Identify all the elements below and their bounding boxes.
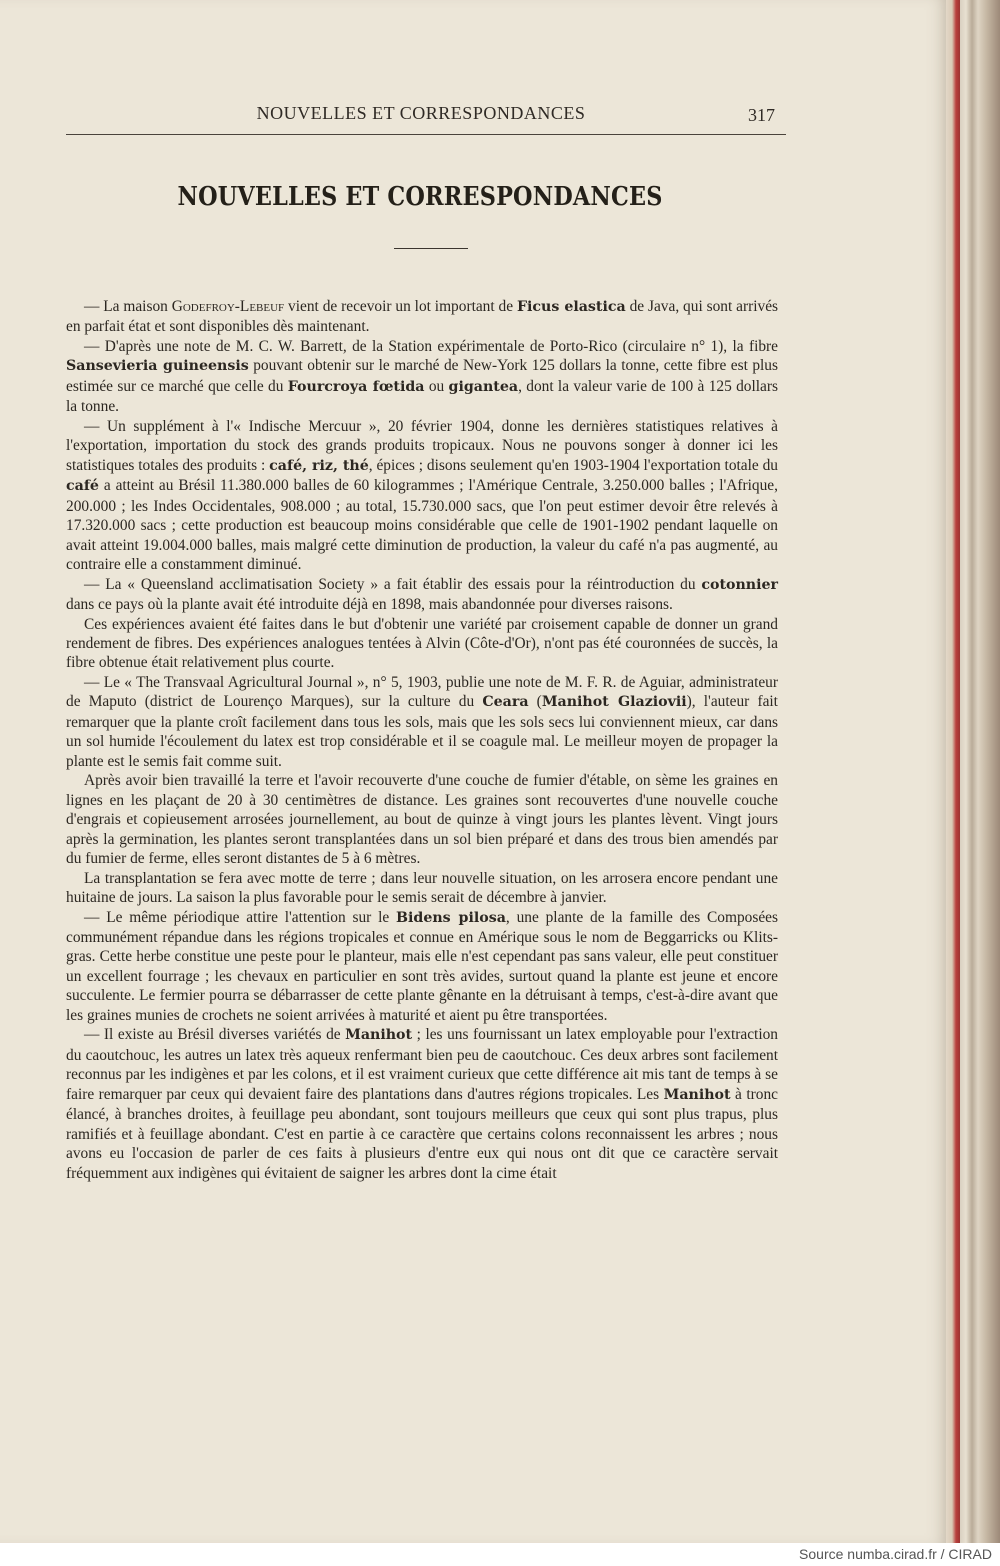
- article-title: NOUVELLES ET CORRESPONDANCES: [177, 182, 663, 212]
- title-rule: [394, 248, 468, 249]
- bold-term: Manihot: [663, 1086, 731, 1103]
- text-run: pouvant obtenir sur le marché de New-York 125 dollars la tonne, cette fibre est plus estimée sur ce marché que celle du: [66, 357, 778, 395]
- small-caps-name: Godefroy-Lebeuf: [171, 298, 285, 315]
- bold-term: Bidens pilosa: [396, 909, 506, 926]
- running-head: NOUVELLES ET CORRESPONDANCES: [256, 103, 586, 123]
- article-paragraph: [66, 1025, 778, 1183]
- article-paragraph: [66, 771, 778, 868]
- text-run: La transplantation se fera avec motte de terre ; dans leur nouvelle situation, on les arrosera encore pendant une huitaine de jours. La saison la plus favorable pour le semis serait de décembre à janvier.: [66, 869, 778, 907]
- bold-term: gigantea: [448, 378, 519, 395]
- header-rule: [66, 134, 786, 135]
- text-run: , une plante de la famille des Composées communément répandue dans les régions tropicales et connue en Amérique sous le nom de Beggarricks ou Klits-gras. Cette herbe constitue une peste pour le planteur, mais elle n'est cependant pas sans valeur, elle peut constituer un excellent fourrage ; les chevaux en particulier en sont très avides, surtout quand la plante est jeune et encore succulente. Le fermier pourra se débarrasser de cette plante gênante en la détruisant à temps, c'est-à-dire avant que les graines munies de crochets ne soient arrivées à maturité et aient pu être transportées.: [66, 908, 778, 1024]
- bold-term: Manihot Glaziovii: [541, 694, 687, 711]
- article-paragraph: [66, 908, 778, 1026]
- text-run: vient de recevoir un lot important de: [284, 298, 517, 315]
- article-paragraph: [66, 615, 778, 673]
- page-number: 317: [748, 105, 775, 125]
- article-paragraph: [66, 297, 778, 337]
- text-run: ; les uns fournissant un latex employable pour l'extraction du caoutchouc, les autres un latex très aqueux renfermant bien peu de caoutchouc. Ces deux arbres sont facilement reconnus par les indigènes et par les colons, et il est vraiment curieux que cette différence ait mis tant de temps à se faire remarquer par ceux qui devaient faire des plantations dans d'autres régions tropicales. Les: [66, 1026, 778, 1103]
- text-run: , dont la valeur varie de 100 à 125 dollars la tonne.: [66, 377, 778, 416]
- text-run: — Un supplément à l'« Indische Mercuur », 20 février 1904, donne les dernières statistiques relatives à l'exportation, importation du stock des grands produits tropicaux. Nous ne pouvons songer à donner ici les statistiques totales des produits :: [66, 417, 778, 474]
- text-run: de Java, qui sont arrivés en parfait état et sont disponibles dès maintenant.: [66, 298, 779, 336]
- source-caption: Source numba.cirad.fr / CIRAD: [799, 1546, 992, 1562]
- text-run: , épices ; disons seulement qu'en 1903-1904 l'exportation totale du: [368, 456, 778, 474]
- bold-term: cotonnier: [701, 576, 778, 593]
- article-paragraph: [66, 869, 778, 908]
- article-body: [66, 297, 778, 1183]
- bold-term: café: [66, 478, 99, 495]
- page-stack-edge: [960, 0, 1000, 1543]
- article-paragraph: [66, 673, 778, 771]
- bold-term: Ficus elastica: [516, 299, 626, 315]
- bold-term: café, riz, thé: [269, 457, 369, 474]
- text-run: — Le même périodique attire l'attention sur le: [84, 908, 397, 926]
- text-run: dans ce pays où la plante avait été introduite déjà en 1898, mais abandonnée pour diverses raisons.: [66, 596, 673, 614]
- text-run: Après avoir bien travaillé la terre et l'avoir recouverte d'une couche de fumier d'étable, on sème les graines en lignes en les plaçant de 20 à 30 centimètres de distance. Les graines sont recouvertes d'une nouvelle couche d'engrais et copieusement arrosées journellement, au bout de quinze à vingt jours les plantes lèvent. Vingt jours après la germination, les plantes seront transplantées dans un sol bien préparé et dans des trous bien amendés par du fumier de ferme, elles seront distantes de 5 à 6 mètres.: [66, 772, 778, 868]
- article-paragraph: [66, 575, 778, 615]
- article-paragraph: [66, 417, 778, 575]
- text-run: Ces expériences avaient été faites dans le but d'obtenir une variété par croisement capable de donner un grand rendement de fibres. Des expériences analogues tentées à Alvin (Côte-d'Or), n'ont pas été couronnées de succès, la fibre obtenue était relativement plus courte.: [66, 615, 778, 672]
- bold-term: Ceara: [482, 694, 529, 711]
- text-run: a atteint au Brésil 11.380.000 balles de 60 kilogrammes ; l'Amérique Centrale, 3.250.000 balles ; l'Afrique, 200.000 ; les Indes Occidentales, 908.000 ; au total, 15.730.000 sacs, que l'on peut estimer devoir être relevés à 17.320.000 sacs ; cette production est beaucoup moins considérable que celle de 1901-1902 pendant laquelle on avait atteint 19.004.000 balles, mais malgré cette diminution de production, la valeur du café n'a pas augmenté, au contraire elle a constamment diminué.: [66, 477, 778, 574]
- text-run: — D'après une note de M. C. W. Barrett, de la Station expérimentale de Porto-Rico (circulaire n° 1), la fibre: [84, 337, 778, 355]
- text-run: à tronc élancé, à branches droites, à feuillage peu abondant, sont toujours meilleurs que ceux qui sont plus trapus, plus ramifiés et à feuillage abondant. C'est en partie à ce caractère que certains colons reconnaissent les arbres ; nous avons eu l'occasion de parler de ces faits à plusieurs d'entre eux qui nous ont dit que ce caractère servait fréquemment aux indigènes qui évitaient de saigner les arbres dont la cime était: [66, 1085, 778, 1182]
- text-run: — La « Queensland acclimatisation Society » a fait établir des essais pour la réintroduction du: [84, 575, 702, 593]
- bold-term: Fourcroya fœtida: [287, 378, 425, 395]
- bold-term: Manihot: [345, 1027, 413, 1044]
- text-run: ou: [424, 377, 449, 395]
- text-run: ), l'auteur fait remarquer que la plante croît facilement dans tous les sols, mais que les sols secs lui conviennent mieux, car dans un sol humide l'écoulement du latex est trop considérable et il se coagule mal. Le meilleur moyen de propager la plante est le semis fait comme suit.: [66, 693, 778, 770]
- text-run: (: [528, 693, 542, 711]
- article-paragraph: [66, 337, 778, 417]
- bold-term: Sansevieria guineensis: [66, 358, 249, 375]
- text-run: — Le « The Transvaal Agricultural Journal », n° 5, 1903, publie une note de M. F. R. de Aguiar, administrateur de Maputo (district de Lourenço Marques), sur la culture du: [66, 673, 778, 711]
- text-run: — Il existe au Brésil diverses variétés de: [84, 1026, 346, 1044]
- text-run: — La maison: [84, 298, 172, 315]
